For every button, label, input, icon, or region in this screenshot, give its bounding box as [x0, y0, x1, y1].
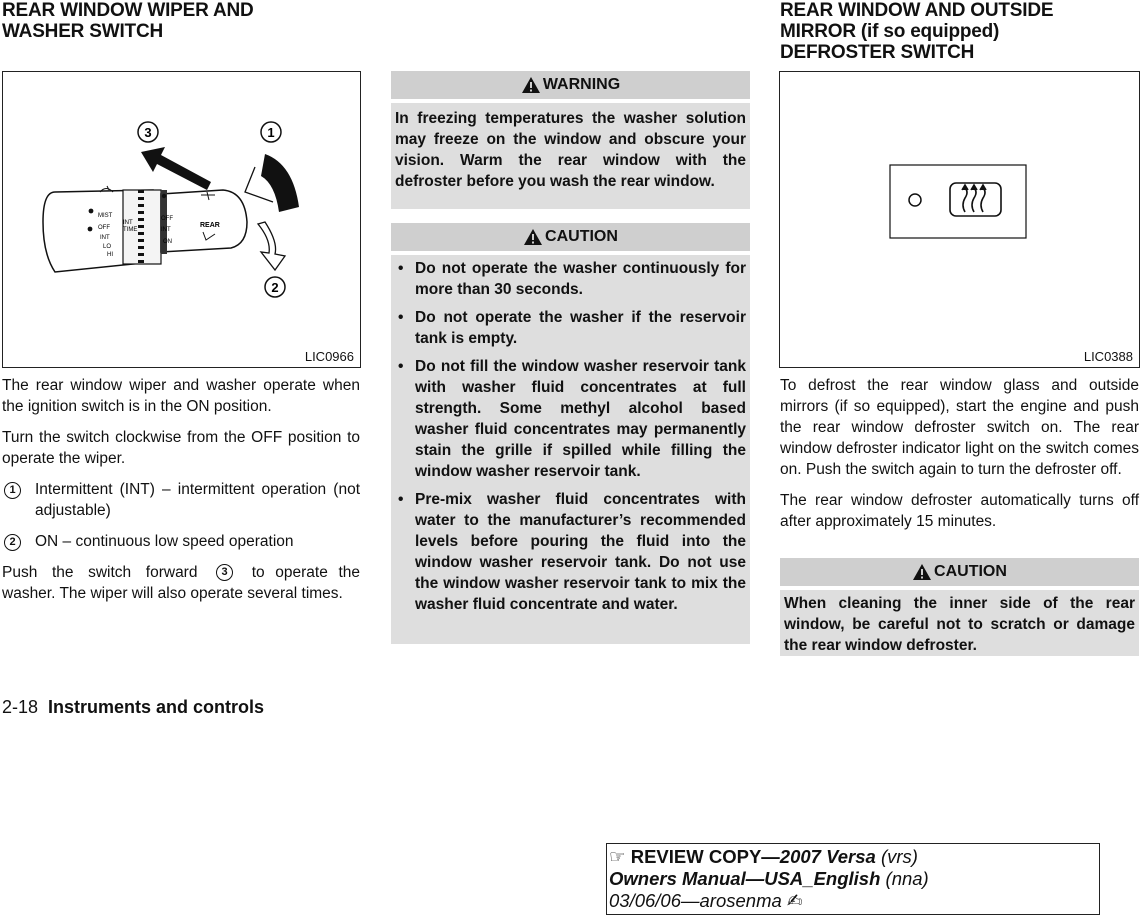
svg-text:1: 1	[267, 125, 275, 140]
caution-bullet: • Do not fill the window washer reservoir tank with washer fluid concentrates at full strength. Some methyl alcohol based washer fluid concentrates may permanently stain the grille if spilled while filling the window washer reservoir tank.	[398, 358, 746, 480]
wiper-switch-figure	[2, 71, 361, 368]
item-number: 1	[4, 482, 21, 499]
right-body	[780, 375, 1139, 542]
list-item	[2, 531, 360, 552]
caution-bullet: • Do not operate the washer if the reservoir tank is empty.	[398, 309, 746, 347]
list-item	[2, 479, 360, 521]
label-int-time-1: INT	[123, 220, 133, 226]
caution-box	[391, 255, 750, 644]
item-number: 3	[216, 564, 233, 581]
right-caution-banner	[780, 558, 1139, 586]
left-heading	[2, 0, 254, 42]
defroster-switch-illustration	[780, 72, 1139, 367]
right-heading-line1: REAR WINDOW AND OUTSIDE	[780, 0, 1054, 21]
figure-code: LIC0388	[1083, 349, 1133, 364]
right-para-1: To defrost the rear window glass and outside mirrors (if so equipped), start the engine and push the rear window defroster switch on. The rear window defroster indicator light on the switch comes on. Push the switch again to turn the defroster off.	[780, 377, 1139, 478]
defroster-switch-figure	[779, 71, 1140, 368]
right-para-2: The rear window defroster automatically turns off after approximately 15 minutes.	[780, 492, 1139, 530]
caution-bullet: • Pre-mix washer fluid concentrates with water to the manufacturer’s recommended levels before pouring the fluid into the window washer reservoir tank. Do not use the window washer reservoir tank to mix the washer fluid concentrate and water.	[398, 491, 746, 613]
left-body	[2, 375, 360, 614]
label-hi: HI	[107, 252, 113, 258]
figure-code: LIC0966	[304, 349, 354, 364]
label-mist: MIST	[98, 213, 113, 219]
callout-2	[265, 277, 285, 297]
page-footer	[2, 697, 264, 718]
warning-text: In freezing temperatures the washer solution may freeze on the window and obscure your vision. Warm the rear window with the defroster before you wash the rear window.	[395, 110, 746, 190]
mist-dot	[89, 209, 94, 214]
push-forward-arrow	[141, 147, 211, 190]
warning-icon	[521, 76, 541, 94]
rear-knob	[161, 190, 247, 252]
label-off: OFF	[98, 225, 110, 231]
review-copy-box	[606, 843, 1100, 915]
warning-title: WARNING	[542, 76, 621, 93]
right-heading-line2: MIRROR (if so equipped)	[780, 21, 1000, 42]
label-lo: LO	[103, 244, 112, 250]
right-caution-box	[780, 590, 1139, 656]
item-number: 2	[4, 534, 21, 551]
section-name: Instruments and controls	[48, 697, 265, 717]
label-rear-on: ON	[163, 239, 172, 245]
svg-text:2: 2	[271, 280, 279, 295]
right-heading	[780, 0, 1053, 63]
rotate-on-arrow	[258, 222, 285, 270]
right-caution-title: CAUTION	[934, 563, 1007, 580]
label-rear: REAR	[200, 222, 220, 229]
rear-dot	[162, 194, 166, 198]
off-dot	[88, 227, 93, 232]
svg-text:3: 3	[144, 125, 152, 140]
indicator-light	[909, 194, 921, 206]
caution-list	[391, 258, 746, 615]
caution-title: CAUTION	[545, 228, 618, 245]
left-heading-line1: REAR WINDOW WIPER AND	[2, 0, 254, 21]
left-heading-line2: WASHER SWITCH	[2, 21, 164, 42]
rotate-int-arrow	[261, 154, 299, 212]
review-line-1: ☞ REVIEW COPY—2007 Versa (vrs)	[609, 846, 918, 867]
wiper-switch-illustration	[3, 72, 360, 367]
warning-banner	[391, 71, 750, 99]
label-rear-off: OFF	[161, 216, 173, 222]
left-para-2: Turn the switch clockwise from the OFF position to operate the wiper.	[2, 429, 360, 467]
caution-banner	[391, 223, 750, 251]
caution-icon	[912, 563, 932, 581]
label-int: INT	[100, 235, 110, 241]
caution-icon	[523, 228, 543, 246]
label-rear-int: INT	[161, 227, 171, 233]
warning-box	[391, 103, 750, 209]
pointing-hand-icon: ☞	[609, 846, 626, 867]
caution-bullet: • Do not operate the washer continuously for more than 30 seconds.	[398, 260, 746, 298]
callout-3	[138, 122, 158, 142]
item-text: ON – continuous low speed operation	[35, 533, 294, 550]
right-caution-text: When cleaning the inner side of the rear window, be careful not to scratch or damage the rear window defroster.	[784, 595, 1135, 654]
writing-hand-icon: ✍	[786, 890, 803, 911]
right-heading-line3: DEFROSTER SWITCH	[780, 42, 975, 63]
item-text: Intermittent (INT) – intermittent operation (not adjustable)	[35, 481, 360, 519]
callout-1	[261, 122, 281, 142]
left-para-3: Push the switch forward 3 to operate the washer. The wiper will also operate several times.	[2, 564, 360, 602]
left-para-1: The rear window wiper and washer operate when the ignition switch is in the ON position.	[2, 377, 360, 415]
review-line-2: Owners Manual—USA_English (nna)	[609, 868, 929, 889]
page-number: 2-18	[2, 697, 39, 717]
review-line-3: 03/06/06—arosenma ✍	[609, 890, 803, 911]
label-int-time-2: TIME	[123, 227, 138, 233]
